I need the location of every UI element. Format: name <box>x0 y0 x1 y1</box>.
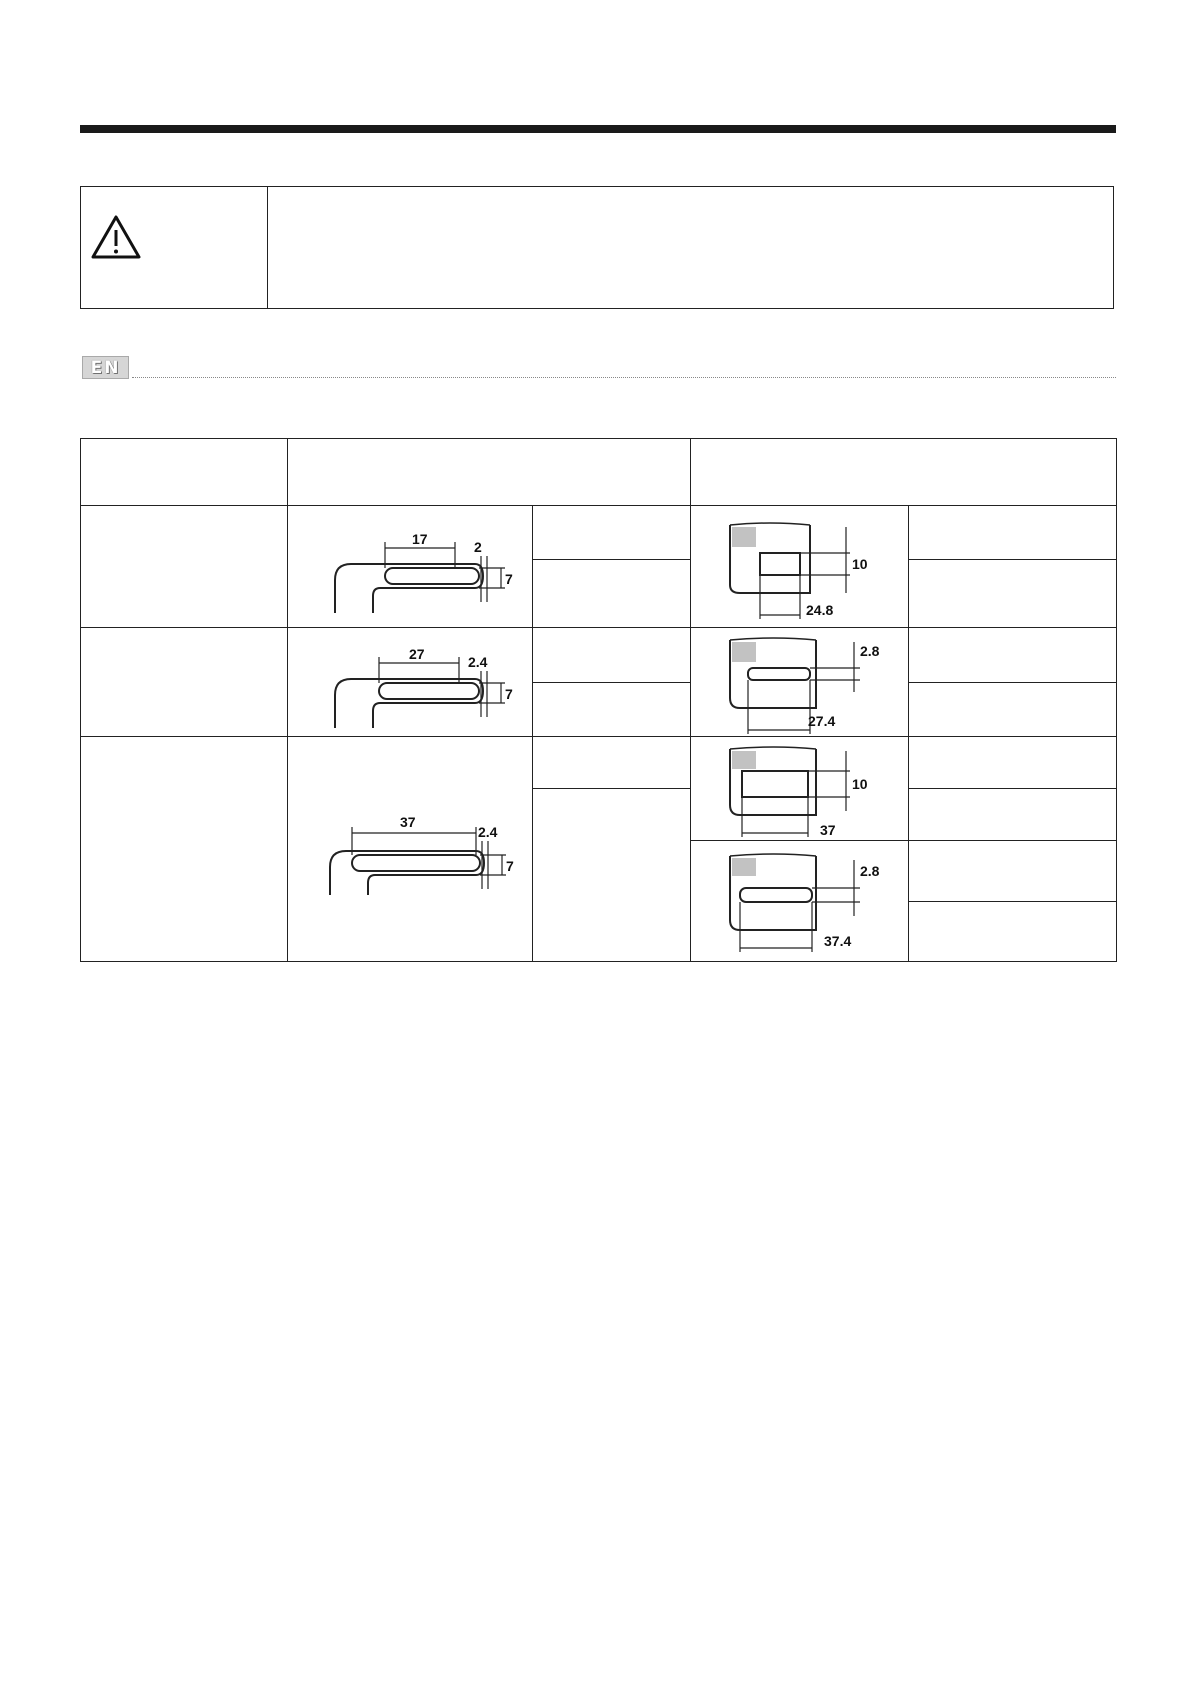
feed-dog-drawing-cell <box>288 506 533 628</box>
table-row <box>81 628 1117 683</box>
spec-cell <box>909 902 1117 962</box>
dim-width: 7 <box>505 570 513 587</box>
spec-cell <box>909 560 1117 628</box>
dim-vertical: 10 <box>851 555 868 572</box>
dim-gap: 2.4 <box>468 654 488 670</box>
warning-box <box>80 186 1114 309</box>
language-divider <box>132 377 1116 378</box>
needle-plate-drawing-cell <box>691 628 909 737</box>
feed-dog-drawing-cell <box>288 737 533 962</box>
dim-length: 37 <box>400 814 416 830</box>
model-cell <box>81 737 288 962</box>
dim-horizontal: 37 <box>819 821 836 838</box>
dim-width: 7 <box>505 686 513 702</box>
dim-horizontal: 27.4 <box>807 713 835 729</box>
dim-vertical: 2.8 <box>859 643 879 659</box>
spec-cell <box>533 737 691 789</box>
header-cell-model <box>81 439 288 506</box>
needle-plate-drawing <box>700 513 900 621</box>
feed-dog-drawing-cell <box>288 628 533 737</box>
spec-cell <box>909 789 1117 841</box>
header-rule <box>80 125 1116 133</box>
warning-text-cell <box>268 187 1113 308</box>
language-badge: EN <box>82 356 129 379</box>
language-section <box>80 356 1116 380</box>
table-row <box>81 506 1117 560</box>
spec-cell <box>909 628 1117 683</box>
dim-gap: 2 <box>474 538 482 555</box>
header-cell-feed-dog <box>288 439 691 506</box>
warning-triangle-icon <box>90 213 142 261</box>
spec-cell <box>533 560 691 628</box>
dim-length: 27 <box>409 646 425 662</box>
feed-dog-drawing <box>300 797 520 901</box>
spec-cell <box>533 506 691 560</box>
warning-icon-cell <box>81 187 268 308</box>
dim-gap: 2.4 <box>478 824 498 840</box>
header-cell-needle-plate <box>691 439 1117 506</box>
dim-vertical: 2.8 <box>859 863 879 879</box>
needle-plate-drawing <box>700 739 900 839</box>
table-row <box>81 737 1117 789</box>
table-header-row <box>81 439 1117 506</box>
spec-cell <box>909 841 1117 902</box>
spec-cell <box>909 737 1117 789</box>
needle-plate-drawing <box>700 846 900 956</box>
spec-table <box>80 438 1117 962</box>
dim-horizontal: 24.8 <box>805 601 833 618</box>
spec-cell <box>909 682 1117 737</box>
needle-plate-drawing-cell <box>691 841 909 962</box>
needle-plate-drawing-cell <box>691 506 909 628</box>
dim-horizontal: 37.4 <box>823 933 851 949</box>
dim-width: 7 <box>506 858 514 874</box>
spec-cell <box>533 789 691 962</box>
spec-cell <box>909 506 1117 560</box>
needle-plate-drawing-cell <box>691 737 909 841</box>
spec-cell <box>533 628 691 683</box>
needle-plate-drawing <box>700 628 900 736</box>
feed-dog-drawing <box>305 518 515 616</box>
model-cell <box>81 506 288 628</box>
spec-cell <box>533 682 691 737</box>
model-cell <box>81 628 288 737</box>
dim-vertical: 10 <box>851 775 868 792</box>
feed-dog-drawing <box>305 633 515 731</box>
dim-length: 17 <box>412 530 428 547</box>
